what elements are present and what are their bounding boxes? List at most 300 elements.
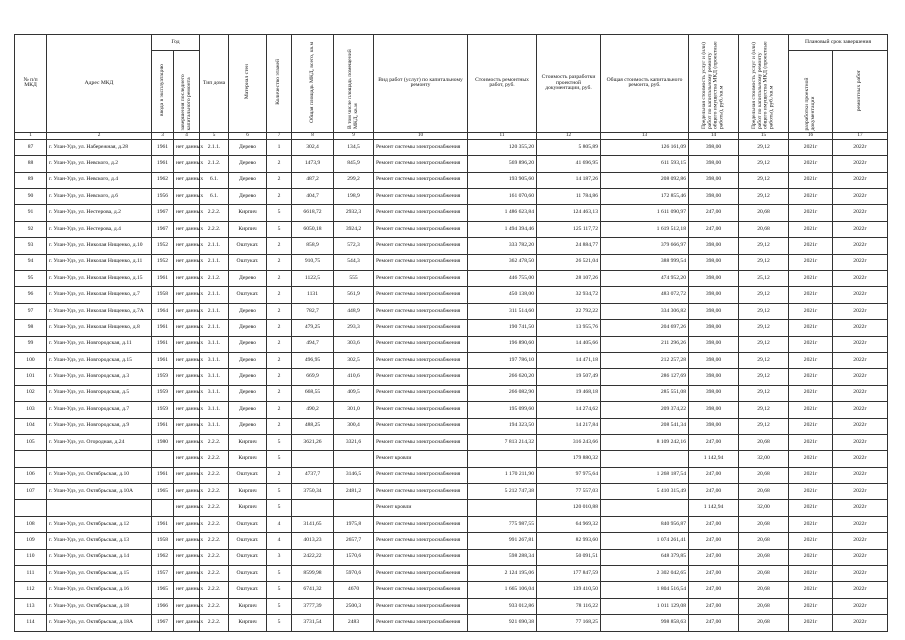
- table-cell: 1961: [152, 139, 174, 155]
- table-cell: 2.2.2.: [200, 598, 229, 614]
- table-cell: г. Улан-Удэ, ул. Огородная, д.24: [47, 434, 152, 450]
- table-cell: 1967: [152, 205, 174, 221]
- table-row: [15, 516, 888, 532]
- column-number: 7: [267, 132, 292, 139]
- table-cell: 2021г: [789, 336, 833, 352]
- table-cell: 20,68: [739, 615, 789, 631]
- table-cell: 2022г: [833, 270, 888, 286]
- table-cell: Ремонт системы электроснабжения: [374, 156, 468, 172]
- table-cell: г. Улан-Удэ, ул. Октябрьская, д.12: [47, 516, 152, 532]
- table-cell: 5: [267, 484, 292, 500]
- table-cell: нет данных: [174, 533, 200, 549]
- table-cell: 103: [15, 402, 47, 418]
- table-cell: Ремонт кровли: [374, 451, 468, 467]
- table-cell: Дерево: [229, 139, 267, 155]
- table-cell: 8 109 242,16: [601, 434, 689, 450]
- table-cell: 2021г: [789, 139, 833, 155]
- table-cell: 4013,23: [292, 533, 334, 549]
- table-cell: 1957: [152, 566, 174, 582]
- table-cell: 20,68: [739, 205, 789, 221]
- table-cell: 446 755,00: [468, 270, 537, 286]
- table-cell: 120 010,88: [537, 500, 601, 516]
- table-cell: 266 082,90: [468, 385, 537, 401]
- table-cell: 77 557,03: [537, 484, 601, 500]
- table-cell: 2: [267, 156, 292, 172]
- table-cell: 302,4: [292, 139, 334, 155]
- header-design-cost: Стоимость разработки проектной документации, руб.: [537, 35, 601, 133]
- table-cell: Дерево: [229, 172, 267, 188]
- table-cell: 488,25: [292, 418, 334, 434]
- table-cell: 20,68: [739, 516, 789, 532]
- table-cell: 398,00: [689, 303, 739, 319]
- table-cell: Дерево: [229, 270, 267, 286]
- table-cell: 3321,6: [334, 434, 374, 450]
- table-cell: 2.2.2.: [200, 549, 229, 565]
- table-cell: г. Улан-Удэ, ул. Новгородская, д.5: [47, 385, 152, 401]
- table-cell: 2: [267, 303, 292, 319]
- table-cell: 2.2.2.: [200, 451, 229, 467]
- table-cell: 3750,34: [292, 484, 334, 500]
- header-last-repair-year: завершения последнего капитального ремонта: [174, 51, 200, 133]
- table-cell: 90: [15, 189, 47, 205]
- table-cell: 2.2.2.: [200, 221, 229, 237]
- table-cell: 5 805,89: [537, 139, 601, 155]
- table-cell: 87: [15, 139, 47, 155]
- table-cell: 1 665 106,04: [468, 582, 537, 598]
- table-cell: 20,68: [739, 484, 789, 500]
- table-cell: 28 107,26: [537, 270, 601, 286]
- table-cell: 2022г: [833, 549, 888, 565]
- table-cell: 2: [267, 320, 292, 336]
- table-cell: 991 267,81: [468, 533, 537, 549]
- table-cell: 2022г: [833, 385, 888, 401]
- table-cell: 3.1.1.: [200, 385, 229, 401]
- table-cell: нет данных: [174, 484, 200, 500]
- table-cell: 247,00: [689, 484, 739, 500]
- table-cell: Оштукат.: [229, 533, 267, 549]
- table-cell: Кирпич: [229, 598, 267, 614]
- table-cell: 14 217,84: [537, 418, 601, 434]
- table-cell: 2483: [334, 615, 374, 631]
- table-cell: 2: [267, 336, 292, 352]
- table-cell: нет данных: [174, 221, 200, 237]
- table-cell: 2: [267, 270, 292, 286]
- table-cell: 7 813 214,32: [468, 434, 537, 450]
- table-cell: нет данных: [174, 369, 200, 385]
- table-cell: 561,9: [334, 287, 374, 303]
- table-cell: 2.1.2.: [200, 156, 229, 172]
- table-row: [15, 352, 888, 368]
- table-cell: Оштукат.: [229, 566, 267, 582]
- table-cell: 14 187,26: [537, 172, 601, 188]
- table-cell: Оштукат.: [229, 549, 267, 565]
- table-cell: [468, 500, 537, 516]
- table-cell: Дерево: [229, 303, 267, 319]
- table-cell: 247,00: [689, 566, 739, 582]
- table-cell: Оштукат.: [229, 516, 267, 532]
- table-cell: нет данных: [174, 434, 200, 450]
- table-cell: 2: [267, 467, 292, 483]
- table-cell: Ремонт системы электроснабжения: [374, 385, 468, 401]
- column-number: 12: [537, 132, 601, 139]
- table-cell: 32 934,72: [537, 287, 601, 303]
- table-row: [15, 303, 888, 319]
- table-cell: 496,95: [292, 352, 334, 368]
- table-cell: Ремонт системы электроснабжения: [374, 352, 468, 368]
- table-cell: 334 306,82: [601, 303, 689, 319]
- column-number: 16: [789, 132, 833, 139]
- table-cell: 2 124 195,06: [468, 566, 537, 582]
- table-cell: 398,00: [689, 320, 739, 336]
- table-cell: 29,12: [739, 402, 789, 418]
- table-cell: 1 268 187,54: [601, 467, 689, 483]
- table-cell: 195 099,60: [468, 402, 537, 418]
- table-cell: 3.1.1.: [200, 402, 229, 418]
- table-cell: 775 987,55: [468, 516, 537, 532]
- table-cell: 1975,8: [334, 516, 374, 532]
- table-cell: 2022г: [833, 320, 888, 336]
- table-cell: г. Улан-Удэ, ул. Николая Нищенко, д.11: [47, 254, 152, 270]
- table-cell: 2022г: [833, 287, 888, 303]
- table-cell: 32,00: [739, 451, 789, 467]
- table-cell: 2021г: [789, 615, 833, 631]
- table-cell: 29,12: [739, 336, 789, 352]
- table-cell: г. Улан-Удэ, ул. Николая Нищенко, д.8: [47, 320, 152, 336]
- table-body: [15, 132, 888, 631]
- table-cell: 2021г: [789, 270, 833, 286]
- table-cell: 2022г: [833, 221, 888, 237]
- table-cell: Кирпич: [229, 205, 267, 221]
- table-cell: [601, 451, 689, 467]
- column-number: 17: [833, 132, 888, 139]
- table-cell: 134,5: [334, 139, 374, 155]
- table-cell: 2021г: [789, 385, 833, 401]
- table-cell: 2021г: [789, 221, 833, 237]
- table-cell: нет данных: [174, 320, 200, 336]
- table-cell: 2022г: [833, 598, 888, 614]
- table-cell: 196 890,60: [468, 336, 537, 352]
- table-cell: 29,12: [739, 156, 789, 172]
- table-cell: 2021г: [789, 598, 833, 614]
- table-cell: 29,12: [739, 369, 789, 385]
- table-cell: [152, 451, 174, 467]
- table-cell: 126 161,09: [601, 139, 689, 155]
- table-cell: Ремонт системы электроснабжения: [374, 254, 468, 270]
- table-cell: 2022г: [833, 467, 888, 483]
- table-cell: 490,2: [292, 402, 334, 418]
- table-cell: 2022г: [833, 402, 888, 418]
- table-cell: 1 486 623,84: [468, 205, 537, 221]
- table-cell: 3731,54: [292, 615, 334, 631]
- table-cell: 311 514,60: [468, 303, 537, 319]
- table-cell: 102: [15, 385, 47, 401]
- table-row: [15, 467, 888, 483]
- table-cell: г. Улан-Удэ, ул. Октябрьская, д.18А: [47, 615, 152, 631]
- table-cell: 32,00: [739, 500, 789, 516]
- table-cell: 193 905,60: [468, 172, 537, 188]
- table-cell: 20,68: [739, 549, 789, 565]
- table-cell: 105: [15, 434, 47, 450]
- table-cell: 398,00: [689, 336, 739, 352]
- table-cell: 20,68: [739, 582, 789, 598]
- table-row: [15, 451, 888, 467]
- table-cell: 572,3: [334, 238, 374, 254]
- table-cell: 1962: [152, 172, 174, 188]
- table-cell: г. Улан-Удэ, ул. Октябрьская, д.15: [47, 566, 152, 582]
- table-row: [15, 369, 888, 385]
- table-cell: 20,68: [739, 598, 789, 614]
- table-cell: 2.1.2.: [200, 270, 229, 286]
- header-repair-cost: Стоимость ремонтных работ, руб.: [468, 35, 537, 133]
- table-cell: г. Улан-Удэ, ул. Октябрьская, д.18: [47, 598, 152, 614]
- table-cell: 2022г: [833, 369, 888, 385]
- table-cell: 5: [267, 451, 292, 467]
- table-cell: 208 541,34: [601, 418, 689, 434]
- capital-repair-table: [14, 34, 888, 632]
- table-cell: 2022г: [833, 352, 888, 368]
- table-cell: Ремонт системы электроснабжения: [374, 238, 468, 254]
- table-cell: 3: [267, 549, 292, 565]
- table-cell: 1961: [152, 270, 174, 286]
- table-cell: 3621,26: [292, 434, 334, 450]
- column-number-row: [15, 132, 888, 139]
- table-cell: нет данных: [174, 156, 200, 172]
- table-cell: 107: [15, 484, 47, 500]
- table-cell: 2022г: [833, 172, 888, 188]
- table-cell: 2657,7: [334, 533, 374, 549]
- table-cell: Ремонт системы электроснабжения: [374, 172, 468, 188]
- table-cell: 2: [267, 172, 292, 188]
- table-cell: 2021г: [789, 434, 833, 450]
- table-cell: Кирпич: [229, 434, 267, 450]
- table-cell: нет данных: [174, 451, 200, 467]
- table-cell: 29,12: [739, 139, 789, 155]
- table-cell: 333 782,20: [468, 238, 537, 254]
- table-cell: 1 804 516,54: [601, 582, 689, 598]
- table-cell: 2.2.2.: [200, 533, 229, 549]
- table-cell: нет данных: [174, 615, 200, 631]
- table-cell: 598 288,34: [468, 549, 537, 565]
- table-cell: 247,00: [689, 533, 739, 549]
- table-cell: 20,68: [739, 467, 789, 483]
- column-number: 13: [601, 132, 689, 139]
- table-cell: нет данных: [174, 303, 200, 319]
- table-cell: 2021г: [789, 352, 833, 368]
- table-cell: 1964: [152, 303, 174, 319]
- table-cell: 2422,22: [292, 549, 334, 565]
- table-cell: 669,9: [292, 369, 334, 385]
- table-cell: 29,12: [739, 385, 789, 401]
- table-cell: [152, 500, 174, 516]
- table-cell: 112: [15, 582, 47, 598]
- table-cell: 5: [267, 598, 292, 614]
- table-cell: 2022г: [833, 139, 888, 155]
- table-cell: 1966: [152, 598, 174, 614]
- table-cell: нет данных: [174, 254, 200, 270]
- table-cell: 910,75: [292, 254, 334, 270]
- table-cell: 94: [15, 254, 47, 270]
- table-cell: Ремонт кровли: [374, 500, 468, 516]
- table-cell: Дерево: [229, 320, 267, 336]
- table-cell: 2022г: [833, 484, 888, 500]
- table-cell: 22 792,22: [537, 303, 601, 319]
- column-number: 9: [334, 132, 374, 139]
- table-cell: 2: [267, 254, 292, 270]
- table-cell: 2.1.1.: [200, 139, 229, 155]
- table-cell: 247,00: [689, 516, 739, 532]
- table-cell: 5: [267, 566, 292, 582]
- table-cell: 1965: [152, 582, 174, 598]
- table-cell: 13 955,76: [537, 320, 601, 336]
- table-row: [15, 484, 888, 500]
- table-cell: 5: [267, 582, 292, 598]
- table-cell: 179 880,32: [537, 451, 601, 467]
- table-cell: 2021г: [789, 484, 833, 500]
- table-cell: 483 072,72: [601, 287, 689, 303]
- table-cell: 2: [267, 369, 292, 385]
- table-cell: 5: [267, 500, 292, 516]
- table-cell: нет данных: [174, 385, 200, 401]
- column-number: 15: [739, 132, 789, 139]
- table-cell: 2: [267, 352, 292, 368]
- table-cell: Ремонт системы электроснабжения: [374, 418, 468, 434]
- header-address: Адрес МКД: [47, 35, 152, 133]
- table-cell: 2021г: [789, 369, 833, 385]
- table-cell: г. Улан-Удэ, ул. Нестерова, д.2: [47, 205, 152, 221]
- table-cell: 668,55: [292, 385, 334, 401]
- table-cell: 2021г: [789, 566, 833, 582]
- header-work-type: Вид работ (услуг) по капитальному ремонту: [374, 35, 468, 133]
- table-cell: 3.1.1.: [200, 352, 229, 368]
- table-cell: 209 374,22: [601, 402, 689, 418]
- table-cell: Ремонт системы электроснабжения: [374, 189, 468, 205]
- table-cell: 2022г: [833, 303, 888, 319]
- table-cell: 1962: [152, 549, 174, 565]
- table-cell: 50 091,51: [537, 549, 601, 565]
- table-cell: 2022г: [833, 254, 888, 270]
- table-cell: 97 975,64: [537, 467, 601, 483]
- table-cell: 293,3: [334, 320, 374, 336]
- table-cell: 1473,9: [292, 156, 334, 172]
- table-cell: г. Улан-Удэ, ул. Новгородская, д.11: [47, 336, 152, 352]
- table-cell: 1 011 129,08: [601, 598, 689, 614]
- table-cell: 3.1.1.: [200, 336, 229, 352]
- table-cell: 2.2.2.: [200, 516, 229, 532]
- table-cell: Кирпич: [229, 615, 267, 631]
- table-cell: 388 999,54: [601, 254, 689, 270]
- table-cell: 111: [15, 566, 47, 582]
- table-row: [15, 238, 888, 254]
- table-cell: 398,00: [689, 254, 739, 270]
- table-cell: 120 355,20: [468, 139, 537, 155]
- table-cell: Дерево: [229, 336, 267, 352]
- table-cell: 1961: [152, 352, 174, 368]
- table-cell: 398,00: [689, 287, 739, 303]
- table-cell: 104: [15, 418, 47, 434]
- table-row: [15, 533, 888, 549]
- table-cell: г. Улан-Удэ, ул. Невского, д.2: [47, 156, 152, 172]
- table-cell: 362 478,50: [468, 254, 537, 270]
- table-cell: 6.1.: [200, 172, 229, 188]
- table-cell: 97: [15, 303, 47, 319]
- table-cell: 2: [267, 402, 292, 418]
- table-cell: 98: [15, 320, 47, 336]
- column-number: 1: [15, 132, 47, 139]
- table-cell: 2021г: [789, 582, 833, 598]
- table-cell: 109: [15, 533, 47, 549]
- table-cell: 2022г: [833, 516, 888, 532]
- table-row: [15, 500, 888, 516]
- table-cell: 2022г: [833, 615, 888, 631]
- column-number: 8: [292, 132, 334, 139]
- table-cell: 5: [267, 434, 292, 450]
- table-cell: Ремонт системы электроснабжения: [374, 303, 468, 319]
- table-cell: 20,68: [739, 434, 789, 450]
- table-cell: 3924,2: [334, 221, 374, 237]
- table-cell: 2021г: [789, 533, 833, 549]
- table-cell: 1959: [152, 369, 174, 385]
- table-cell: 1952: [152, 254, 174, 270]
- column-number: 2: [47, 132, 152, 139]
- table-cell: 1965: [152, 484, 174, 500]
- table-row: [15, 566, 888, 582]
- table-cell: 1958: [152, 533, 174, 549]
- table-cell: 204 697,26: [601, 320, 689, 336]
- table-cell: нет данных: [174, 500, 200, 516]
- table-cell: 208 092,86: [601, 172, 689, 188]
- table-cell: 300,4: [334, 418, 374, 434]
- table-cell: 3777,39: [292, 598, 334, 614]
- table-cell: 19 468,18: [537, 385, 601, 401]
- table-cell: Ремонт системы электроснабжения: [374, 549, 468, 565]
- table-cell: 2022г: [833, 451, 888, 467]
- table-cell: 398,00: [689, 385, 739, 401]
- column-number: 10: [374, 132, 468, 139]
- table-cell: Кирпич: [229, 451, 267, 467]
- table-cell: 124 463,13: [537, 205, 601, 221]
- table-cell: 4: [267, 533, 292, 549]
- table-cell: 5: [267, 615, 292, 631]
- table-row: [15, 336, 888, 352]
- table-cell: 95: [15, 270, 47, 286]
- table-cell: г. Улан-Удэ, ул. Новгородская, д.3: [47, 369, 152, 385]
- table-cell: 106: [15, 467, 47, 483]
- table-cell: 19 507,49: [537, 369, 601, 385]
- table-cell: 404,7: [292, 189, 334, 205]
- table-cell: 2 302 042,65: [601, 566, 689, 582]
- table-cell: нет данных: [174, 238, 200, 254]
- table-cell: 782,7: [292, 303, 334, 319]
- table-cell: 2021г: [789, 516, 833, 532]
- table-cell: 2.2.2.: [200, 615, 229, 631]
- table-cell: г. Улан-Удэ, ул. Октябрьская, д.16: [47, 582, 152, 598]
- table-cell: 2.1.1.: [200, 287, 229, 303]
- table-cell: 2021г: [789, 549, 833, 565]
- table-cell: 398,00: [689, 172, 739, 188]
- table-cell: 1961: [152, 320, 174, 336]
- table-cell: нет данных: [174, 270, 200, 286]
- table-cell: 247,00: [689, 467, 739, 483]
- table-cell: 2: [267, 287, 292, 303]
- table-cell: 190 741,50: [468, 320, 537, 336]
- table-cell: 303,6: [334, 336, 374, 352]
- table-cell: 6050,18: [292, 221, 334, 237]
- table-cell: 82 993,60: [537, 533, 601, 549]
- table-cell: 64 969,32: [537, 516, 601, 532]
- table-cell: нет данных: [174, 549, 200, 565]
- table-cell: Дерево: [229, 189, 267, 205]
- table-cell: 316 243,66: [537, 434, 601, 450]
